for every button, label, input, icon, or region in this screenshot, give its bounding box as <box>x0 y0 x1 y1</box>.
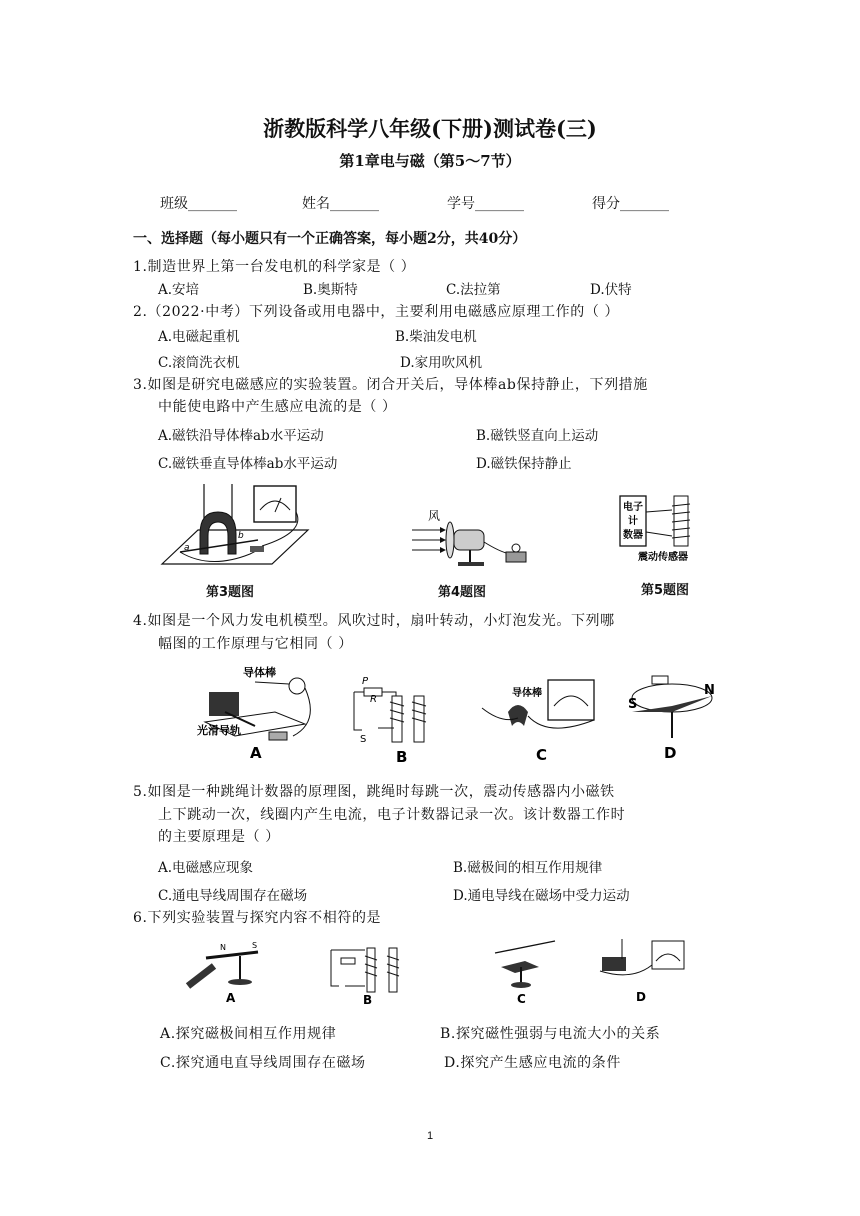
q3-option-b: B.磁铁竖直向上运动 <box>476 428 599 444</box>
q6-figure-a <box>182 938 272 1006</box>
q2-option-d: D.家用吹风机 <box>400 355 483 371</box>
q5-option-c: C.通电导线周围存在磁场 <box>158 888 308 904</box>
q5-option-b: B.磁极间的相互作用规律 <box>453 860 603 876</box>
name-field: 姓名_______ <box>302 196 379 212</box>
figure-3-induction-apparatus <box>150 482 310 574</box>
q4-figure-b <box>348 672 448 764</box>
q1-option-a: A.安培 <box>158 282 200 298</box>
q6-figure-d <box>592 935 692 1005</box>
svg-text:D: D <box>636 990 646 1004</box>
question-3-stem: 3.如图是研究电磁感应的实验装置。闭合开关后，导体棒ab保持静止，下列措施 <box>133 377 648 393</box>
q5-option-a: A.电磁感应现象 <box>158 860 254 876</box>
figure-5-caption: 第5题图 <box>641 583 690 598</box>
q4-b-letter: B <box>396 748 408 764</box>
svg-text:B: B <box>363 993 373 1006</box>
q4-figure-c <box>478 668 613 764</box>
q3-option-a: A.磁铁沿导体棒ab水平运动 <box>158 428 324 444</box>
q6-option-c: C.探究通电直导线周围存在磁场 <box>160 1055 366 1071</box>
q1-option-b: B.奥斯特 <box>303 282 358 298</box>
label-b: b <box>238 531 244 541</box>
q4-d-letter: D <box>664 744 677 762</box>
q6-option-a: A.探究磁极间相互作用规律 <box>160 1026 337 1042</box>
figure-3-caption: 第3题图 <box>206 585 255 600</box>
wind-label: 风 <box>428 509 441 523</box>
svg-text:数器: 数器 <box>623 530 643 541</box>
q2-option-b: B.柴油发电机 <box>395 329 477 345</box>
page-title: 浙教版科学八年级(下册)测试卷(三) <box>263 116 597 141</box>
q6-option-d: D.探究产生感应电流的条件 <box>444 1055 621 1071</box>
q2-option-a: A.电磁起重机 <box>158 329 240 345</box>
q6-option-b: B.探究磁性强弱与电流大小的关系 <box>440 1026 661 1042</box>
svg-text:计: 计 <box>628 516 638 527</box>
svg-text:电子: 电子 <box>623 502 643 513</box>
rod-label: 导体棒 <box>243 666 276 679</box>
question-5-stem-cont: 上下跳动一次，线圈内产生电流，电子计数器记录一次。该计数器工作时 <box>158 807 626 823</box>
q6-figure-b <box>325 940 415 1006</box>
q1-option-c: C.法拉第 <box>446 282 501 298</box>
q4-a-letter: A <box>250 744 262 762</box>
svg-text:C: C <box>517 992 526 1005</box>
q5-option-d: D.通电导线在磁场中受力运动 <box>453 888 630 904</box>
svg-text:A: A <box>226 991 236 1005</box>
q6-figure-c <box>487 935 567 1005</box>
question-3-stem-cont: 中能使电路中产生感应电流的是（ ） <box>158 399 397 415</box>
question-5-stem-cont2: 的主要原理是（ ） <box>158 829 280 845</box>
question-2-stem: 2.（2022·中考）下列设备或用电器中，主要利用电磁感应原理工作的（ ） <box>133 304 620 320</box>
question-5-stem: 5.如图是一种跳绳计数器的原理图，跳绳时每跳一次，震动传感器内小磁铁 <box>133 784 615 800</box>
q1-option-d: D.伏特 <box>590 282 632 298</box>
class-field: 班级_______ <box>160 196 237 212</box>
svg-text:P: P <box>362 676 369 687</box>
q4-figure-d <box>622 668 722 764</box>
svg-text:N: N <box>220 943 226 952</box>
figure-4-wind-generator <box>410 508 540 568</box>
section-heading: 一、选择题（每小题只有一个正确答案，每小题2分，共40分） <box>133 231 527 247</box>
svg-text:N: N <box>704 683 715 698</box>
svg-text:导体棒: 导体棒 <box>512 688 542 699</box>
sensor-label: 震动传感器 <box>638 552 688 563</box>
question-1-stem: 1.制造世界上第一台发电机的科学家是（ ） <box>133 259 416 275</box>
svg-text:R: R <box>370 694 377 705</box>
q3-option-c: C.磁铁垂直导体棒ab水平运动 <box>158 456 338 472</box>
page-number: 1 <box>426 1130 434 1142</box>
svg-text:S: S <box>252 941 258 950</box>
label-a: a <box>184 543 190 553</box>
question-4-stem-cont: 幅图的工作原理与它相同（ ） <box>158 636 353 652</box>
question-4-stem: 4.如图是一个风力发电机模型。风吹过时，扇叶转动，小灯泡发光。下列哪 <box>133 613 615 629</box>
question-6-stem: 6.下列实验装置与探究内容不相符的是 <box>133 910 382 926</box>
number-field: 学号_______ <box>447 196 524 212</box>
q4-c-letter: C <box>536 746 548 764</box>
q2-option-c: C.滚筒洗衣机 <box>158 355 240 371</box>
figure-4-caption: 第4题图 <box>438 585 487 600</box>
chapter-subtitle: 第1章电与磁（第5～7节） <box>339 152 521 170</box>
svg-text:S: S <box>360 734 367 745</box>
score-field: 得分_______ <box>592 196 669 212</box>
rail-label: 光滑导轨 <box>197 724 241 737</box>
q4-figure-a <box>195 662 320 762</box>
q3-option-d: D.磁铁保持静止 <box>476 456 572 472</box>
svg-text:S: S <box>628 697 638 712</box>
figure-5-jump-counter <box>618 492 723 567</box>
